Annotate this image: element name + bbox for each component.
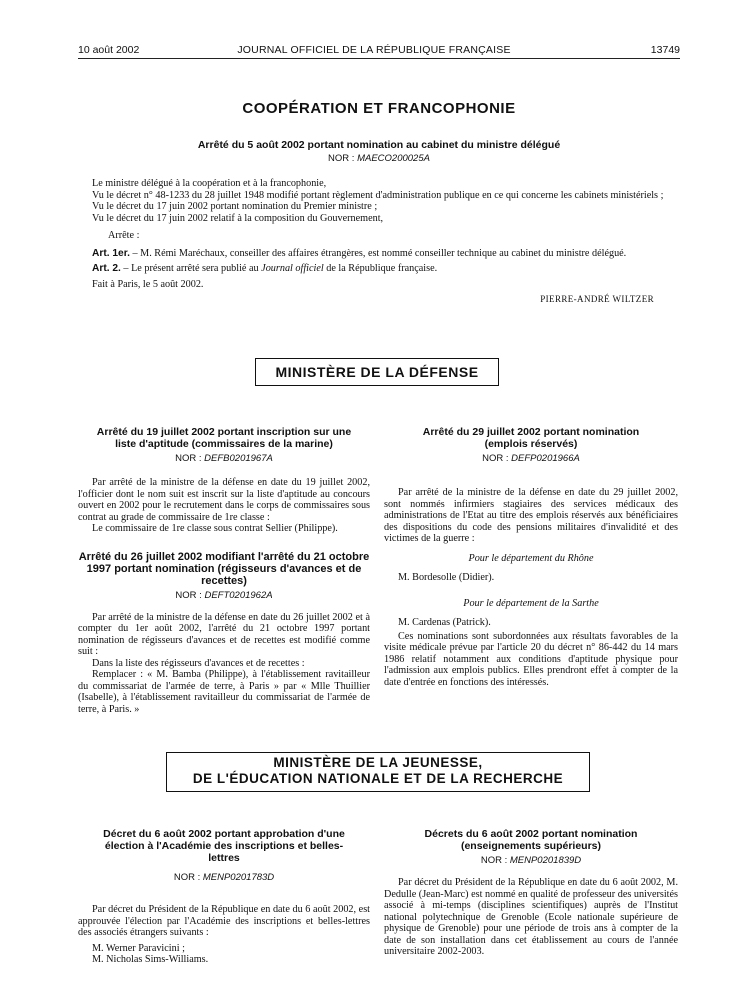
nor-defense-1 (78, 453, 370, 465)
nor-code: DEFT0201962A (204, 589, 273, 601)
nor-label: NOR : (175, 589, 202, 601)
associate-name: M. Nicholas Sims-Williams. (92, 954, 209, 965)
article-1 (78, 248, 680, 260)
section-title-jeunesse (166, 752, 590, 792)
arrete-word: Arrête : (108, 230, 140, 241)
nor-jeunesse-1 (78, 872, 370, 884)
preamble-line: Vu le décret n° 48-1233 du 28 juillet 1948 modifié portant règlement d'administration publique en ce qui concerne les cabinets ministériels ; (92, 189, 664, 201)
department-heading: Pour le département du Rhône (468, 552, 594, 564)
jeunesse-2-paragraph: Par décret du Président de la République en date du 6 août 2002, M. Dedulle (Jean-Marc) est nommé en qualité de professeur des universités associé à mi-temps (disciplines scientifiques) auprès de l'Institut national polytechnique de Grenoble (Ecole nationale supérieure de physique de Grenoble) pour une période de trois ans à compter de la date de son installation dans cet établissement au cours de l'année universitaire 2002-2003. (384, 877, 678, 957)
preamble-line: Le ministre délégué à la coopération et à la francophonie, (92, 178, 327, 189)
defense-left-column (78, 426, 370, 715)
nor-code: DEFB0201967A (204, 453, 273, 464)
defense-3-paragraph: Par arrêté de la ministre de la défense en date du 29 juillet 2002, sont nommés infirmiers stagiaires des services médicaux des administrations de l'Etat au titre des emplois réservés aux bénéficiaires des dispositions du code des pensions militaires d'invalidité et des victimes de la guerre : (384, 487, 678, 544)
nor-code: MENP0201839D (509, 855, 582, 866)
section-title-cooperation: COOPÉRATION ET FRANCOPHONIE (242, 100, 516, 117)
article-2-text: – Le présent arrêté sera publié au (120, 263, 262, 274)
nor-code: MAECO200025A (357, 153, 430, 164)
nor-defense-3 (384, 453, 678, 465)
decret-title-academie: Décret du 6 août 2002 portant approbation d'une élection à l'Académie des inscriptions et belles-lettres (103, 828, 345, 864)
defense-1-paragraph: Par arrêté de la ministre de la défense en date du 19 juillet 2002, l'officier dont le nom suit est inscrit sur la liste d'aptitude au concours ouvert en 2002 pour le recrutement dans le corps de commissaires sous contrat au grade de commissaire de 1re classe : (78, 477, 370, 523)
preamble-line: Vu le décret du 17 juin 2002 portant nomination du Premier ministre ; (92, 201, 378, 212)
header-date: 10 août 2002 (78, 44, 140, 56)
nor-code: MENP0201783D (202, 872, 275, 883)
article-2-text-end: de la République française. (323, 263, 438, 274)
nominee-name: M. Cardenas (Patrick). (398, 617, 491, 628)
article-1-label: Art. 1er. (92, 247, 130, 259)
nor-code: DEFP0201966A (511, 453, 580, 464)
defense-right-column (384, 426, 678, 688)
header-rule (78, 58, 680, 59)
defense-2-paragraph: Par arrêté de la ministre de la défense en date du 26 juillet 2002 et à compter du 1er août 2002, l'arrêté du 21 octobre 1997 portant nomination de régisseurs d'avances et de recettes est modifié comme suit : (78, 611, 370, 657)
signature: PIERRE-ANDRÉ WILTZER (540, 294, 654, 304)
header-journal-title: JOURNAL OFFICIEL DE LA RÉPUBLIQUE FRANÇAISE (237, 44, 511, 56)
nor-label: NOR : (328, 153, 355, 164)
section-title-line: MINISTÈRE DE LA JEUNESSE, (273, 755, 483, 770)
arrete-title-cooperation: Arrêté du 5 août 2002 portant nomination au cabinet du ministre délégué (197, 139, 561, 151)
jeunesse-right-column (384, 828, 678, 958)
decret-title-enseignements: Décrets du 6 août 2002 portant nomination (enseignements supérieurs) (424, 828, 638, 852)
preamble-line: Vu le décret du 17 juin 2002 relatif à la composition du Gouvernement, (92, 212, 384, 224)
nor-label: NOR : (482, 453, 509, 464)
article-2-journal: Journal officiel (261, 263, 324, 274)
defense-3-conditions: Ces nominations sont subordonnées aux résultats favorables de la visite médicale prévue par l'article 20 du décret n° 86-442 du 14 mars 1986 relatif notamment aux conditions d'aptitude physique pour l'admission aux emplois publics. Elles prendront effet à compter de la date d'entrée en fonctions des intéressés. (384, 630, 678, 688)
cooperation-body (78, 178, 680, 306)
section-title-defense: MINISTÈRE DE LA DÉFENSE (255, 358, 499, 386)
nominee-name: M. Bordesolle (Didier). (398, 572, 495, 583)
department-heading: Pour le département de la Sarthe (463, 597, 599, 609)
nor-cooperation (78, 153, 680, 165)
arrete-title-defense-3: Arrêté du 29 juillet 2002 portant nomination (emplois réservés) (422, 426, 640, 450)
fait-a-paris: Fait à Paris, le 5 août 2002. (92, 278, 204, 290)
header-page-number: 13749 (650, 44, 680, 56)
defense-2-paragraph: Dans la liste des régisseurs d'avances et de recettes : (92, 657, 305, 669)
jeunesse-1-paragraph: Par décret du Président de la République en date du 6 août 2002, est approuvée l'élection par l'Académie des inscriptions et belles-lettres des associés étrangers suivants : (78, 904, 370, 938)
article-2 (78, 263, 680, 275)
nor-jeunesse-2 (384, 855, 678, 867)
nor-label: NOR : (173, 872, 201, 883)
nor-defense-2 (78, 590, 370, 602)
defense-2-paragraph: Remplacer : « M. Bamba (Philippe), à l'établissement ravitailleur du commissariat de l'armée de terre, à Paris » par « Mlle Thuillier (Isabelle), à l'établissement ravitailleur du commissariat de l'armée de terre, à Paris. » (78, 669, 370, 715)
nor-label: NOR : (480, 855, 508, 866)
defense-1-name: Le commissaire de 1re classe sous contrat Sellier (Philippe). (92, 523, 338, 534)
article-1-text: – M. Rémi Maréchaux, conseiller des affaires étrangères, est nommé conseiller technique au cabinet du ministre délégué. (129, 247, 627, 259)
arrete-title-defense-1: Arrêté du 19 juillet 2002 portant inscription sur une liste d'aptitude (commissaires de la marine) (96, 426, 352, 450)
section-title-line: DE L'ÉDUCATION NATIONALE ET DE LA RECHERCHE (192, 771, 564, 786)
jeunesse-left-column (78, 828, 370, 966)
arrete-title-defense-2: Arrêté du 26 juillet 2002 modifiant l'arrêté du 21 octobre 1997 portant nomination (régisseurs d'avances et de recettes) (78, 550, 370, 587)
associate-name: M. Werner Paravicini ; (92, 942, 185, 954)
nor-label: NOR : (175, 453, 202, 464)
article-2-label: Art. 2. (92, 263, 121, 274)
